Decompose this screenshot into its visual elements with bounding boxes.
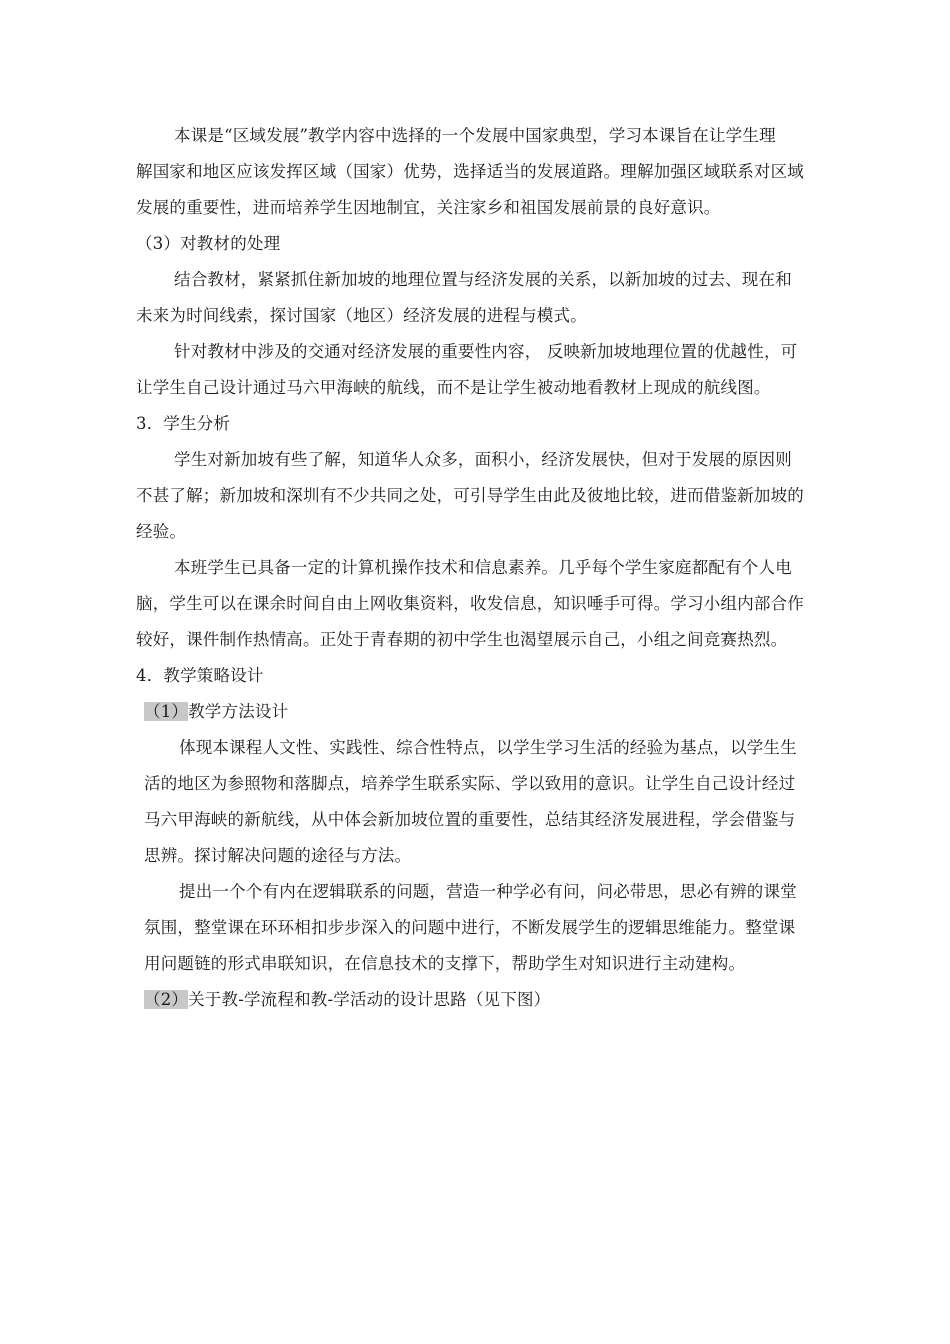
- paragraph-line: 本班学生已具备一定的计算机操作技术和信息素养。几乎每个学生家庭都配有个人电: [174, 558, 792, 577]
- section-heading: （3）对教材的处理: [136, 234, 281, 253]
- heading-marker: （2）: [144, 990, 189, 1009]
- subsection-heading: [144, 701, 288, 723]
- paragraph-line: 学生对新加坡有些了解，知道华人众多，面积小，经济发展快，但对于发展的原因则: [174, 450, 792, 469]
- paragraph-line: 脑，学生可以在课余时间自由上网收集资料，收发信息，知识唾手可得。学习小组内部合作: [136, 594, 804, 613]
- paragraph-line: 马六甲海峡的新航线，从中体会新加坡位置的重要性，总结其经济发展进程，学会借鉴与: [144, 810, 796, 829]
- paragraph-line: 针对教材中涉及的交通对经济发展的重要性内容， 反映新加坡地理位置的优越性，可: [174, 342, 798, 361]
- paragraph-line: 发展的重要性，进而培养学生因地制宜，关注家乡和祖国发展前景的良好意识。: [136, 198, 721, 217]
- paragraph-line: 提出一个个有内在逻辑联系的问题，营造一种学必有问，问必带思，思必有辨的课堂: [179, 882, 797, 901]
- paragraph-line: 活的地区为参照物和落脚点，培养学生联系实际、学以致用的意识。让学生自己设计经过: [144, 774, 796, 793]
- paragraph-line: 体现本课程人文性、实践性、综合性特点，以学生学习生活的经验为基点，以学生生: [179, 738, 797, 757]
- paragraph-line: 氛围，整堂课在环环相扣步步深入的问题中进行，不断发展学生的逻辑思维能力。整堂课: [144, 918, 796, 937]
- paragraph-line: 较好，课件制作热情高。正处于青春期的初中学生也渴望展示自己，小组之间竞赛热烈。: [136, 630, 788, 649]
- paragraph-line: 解国家和地区应该发挥区域（国家）优势，选择适当的发展道路。理解加强区域联系对区域: [136, 162, 804, 181]
- paragraph-line: 未来为时间线索，探讨国家（地区）经济发展的进程与模式。: [136, 306, 587, 325]
- paragraph-line: 本课是“区域发展”教学内容中选择的一个发展中国家典型，学习本课旨在让学生理: [174, 126, 776, 145]
- paragraph-line: 让学生自己设计通过马六甲海峡的航线，而不是让学生被动地看教材上现成的航线图。: [136, 378, 771, 397]
- paragraph-line: 思辨。探讨解决问题的途径与方法。: [144, 846, 412, 865]
- section-heading: 3．学生分析: [136, 414, 231, 433]
- paragraph-line: 结合教材，紧紧抓住新加坡的地理位置与经济发展的关系，以新加坡的过去、现在和: [174, 270, 792, 289]
- heading-text: 教学方法设计: [188, 702, 289, 721]
- paragraph-line: 经验。: [136, 522, 187, 541]
- heading-text: 关于教-学流程和教-学活动的设计思路（见下图）: [188, 990, 551, 1009]
- subsection-heading: [144, 989, 550, 1011]
- paragraph-line: 用问题链的形式串联知识，在信息技术的支撑下，帮助学生对知识进行主动建构。: [144, 954, 746, 973]
- section-heading: 4．教学策略设计: [136, 666, 264, 685]
- paragraph-line: 不甚了解；新加坡和深圳有不少共同之处，可引导学生由此及彼地比较，进而借鉴新加坡的: [136, 486, 804, 505]
- heading-marker: （1）: [144, 702, 189, 721]
